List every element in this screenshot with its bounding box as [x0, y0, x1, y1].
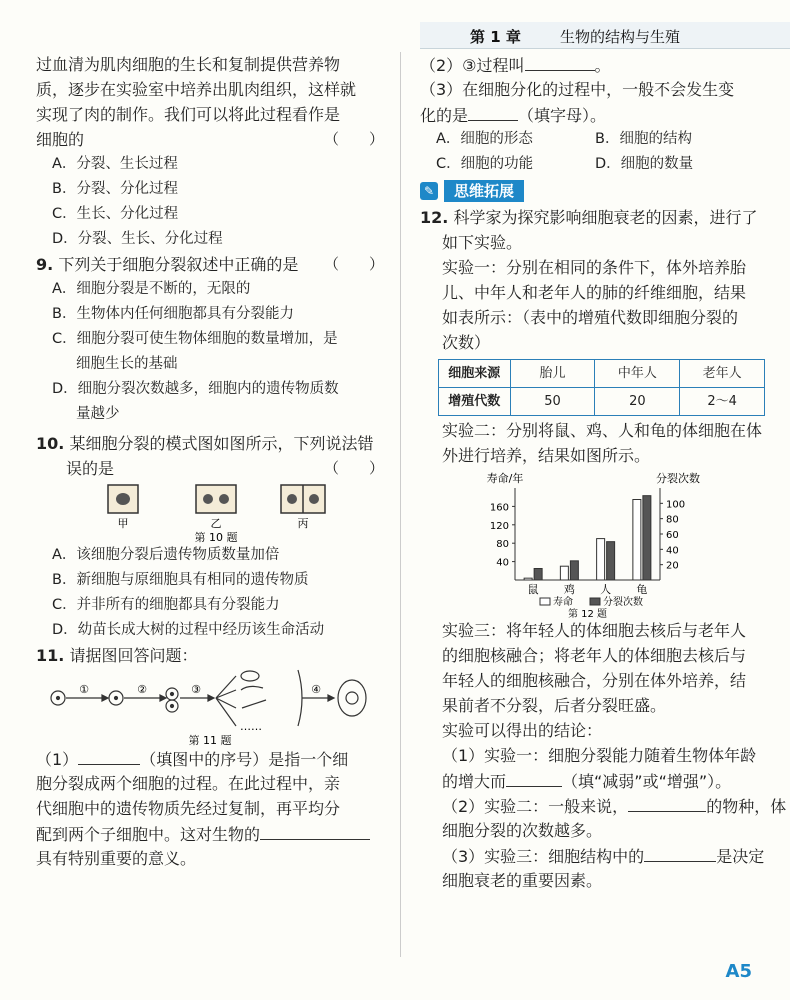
bar-寿命 [597, 539, 605, 580]
table-cell: 2～4 [680, 388, 765, 416]
q10-figure [36, 481, 384, 543]
c1-line: 的增大而 （填“减弱”或“增强”）。 [420, 768, 765, 793]
left-column [36, 52, 384, 871]
answer-paren: （ ） [323, 130, 384, 148]
table-header: 细胞来源 [439, 360, 511, 388]
q11-3-options: A．细胞的形态 B．细胞的结构 [436, 131, 692, 147]
q10-stem: 误的是 （ ） [36, 456, 384, 481]
bar-分裂次数 [607, 542, 615, 580]
bar-分裂次数 [643, 496, 651, 580]
x-tick-label: 人 [600, 583, 612, 596]
x-tick-label: 鼠 [527, 583, 539, 596]
q9-option: A．细胞分裂是不断的，无限的 [52, 281, 251, 297]
q10-stem: 10. 某细胞分裂的模式图如图所示，下列说法错 [36, 434, 374, 453]
label-jia: 甲 [117, 517, 129, 530]
y-right-tick-label: 100 [666, 499, 686, 511]
table-cell: 50 [510, 388, 595, 416]
q9-stem: 9. 下列关于细胞分裂叙述中正确的是 （ ） [36, 252, 384, 277]
q9-option-cont: 细胞生长的基础 [76, 356, 178, 372]
y-right-tick-label: 60 [666, 530, 679, 541]
q11-2-line: （2）③过程叫 。 [420, 52, 765, 77]
q10-option: C．并非所有的细胞都具有分裂能力 [52, 597, 280, 613]
answer-blank [644, 843, 716, 862]
y-left-tick-label: 40 [496, 557, 509, 569]
table-cell: 老年人 [680, 360, 765, 388]
q11-1-line: 配到两个子细胞中。这对生物的 [36, 821, 384, 846]
q8-text-line: 过血清为肌肉细胞的生长和复制提供营养物 [36, 55, 341, 74]
q8-text-line: 质，逐步在实验室中培养出肌肉组织，这样就 [36, 80, 357, 99]
bar-寿命 [633, 500, 641, 581]
exp1-line: 儿、中年人和老年人的肺的纤维细胞，结果 [442, 283, 747, 302]
answer-blank [525, 52, 595, 71]
q12-stem: 如下实验。 [442, 233, 523, 252]
more-types-dots: …… [240, 720, 262, 733]
q11-1-line: 代细胞中的遗传物质先经过复制，再平均分 [36, 799, 341, 818]
q10-option: A．该细胞分裂后遗传物质数量加倍 [52, 547, 280, 563]
q12-stem: 12. 科学家为探究影响细胞衰老的因素，进行了 [420, 208, 758, 227]
answer-blank [260, 821, 370, 840]
exp1-line: 实验一：分别在相同的条件下，体外培养胎 [442, 258, 747, 277]
label-bing: 丙 [297, 517, 309, 530]
c3-line: 细胞衰老的重要因素。 [442, 871, 603, 890]
answer-paren: （ ） [323, 459, 384, 477]
exp1-line: 次数） [442, 333, 491, 352]
q11-caption: 第 11 题 [188, 734, 232, 746]
step-3-label: ③ [191, 683, 201, 696]
q11-figure [36, 668, 384, 746]
q8-option: D．分裂、生长、分化过程 [52, 231, 223, 247]
answer-blank [468, 102, 518, 121]
step-1-label: ① [79, 683, 89, 696]
page-number: A5 [725, 961, 752, 982]
legend-label: 寿命 [553, 597, 573, 608]
pencil-icon: ✎ [420, 182, 438, 200]
q10-option: B．新细胞与原细胞具有相同的遗传物质 [52, 572, 309, 588]
q9-option: D．细胞分裂次数越多，细胞内的遗传物质数 [52, 381, 339, 397]
answer-paren: （ ） [323, 255, 384, 273]
c2-line: 细胞分裂的次数越多。 [442, 821, 603, 840]
step-4-label: ④ [311, 683, 321, 696]
y-right-tick-label: 20 [666, 560, 679, 572]
table-header: 增殖代数 [439, 388, 511, 416]
q8-option: A．分裂、生长过程 [52, 156, 178, 172]
q10-caption: 第 10 题 [194, 531, 238, 543]
q11-1-line: 具有特别重要的意义。 [36, 849, 197, 868]
proliferation-table [438, 359, 765, 416]
cell-bing-figure [281, 485, 325, 513]
c2-line: （2）实验二：一般来说， 的物种，体 [420, 793, 765, 818]
exp2-line: 实验二：分别将鼠、鸡、人和龟的体细胞在体 [442, 421, 763, 440]
step-2-label: ② [137, 683, 147, 696]
answer-blank [628, 793, 706, 812]
bar-分裂次数 [570, 561, 578, 580]
y-right-tick-label: 80 [666, 514, 679, 526]
q11-1-line: （1） （填图中的序号）是指一个细 [36, 746, 384, 771]
x-tick-label: 鸡 [563, 583, 575, 596]
exp3-line: 实验三：将年轻人的体细胞去核后与老年人 [442, 621, 747, 640]
exp3-line: 果前者不分裂，后者分裂旺盛。 [442, 696, 667, 715]
q11-stem: 11. 请据图回答问题： [36, 646, 198, 665]
bar-寿命 [524, 578, 532, 580]
cell-jia-figure [108, 485, 138, 513]
y-right-tick-label: 40 [666, 545, 679, 557]
chapter-title: 生物的结构与生殖 [560, 28, 681, 46]
exp1-line: 如表所示：（表中的增殖代数即细胞分裂的 [442, 308, 739, 327]
page-header [0, 0, 790, 52]
q8-text-line: 实现了肉的制作。我们可以将此过程看作是 [36, 105, 341, 124]
q8-option: B．分裂、分化过程 [52, 181, 178, 197]
table-cell: 20 [595, 388, 680, 416]
exp2-line: 外进行培养，结果如图所示。 [442, 446, 651, 465]
bar-寿命 [560, 566, 568, 580]
q9-option: C．细胞分裂可使生物体细胞的数量增加，是 [52, 331, 338, 347]
legend-swatch [590, 598, 600, 605]
label-yi: 乙 [210, 517, 222, 530]
conclusion-label: 实验可以得出的结论： [442, 721, 603, 740]
table-cell: 胎儿 [510, 360, 595, 388]
q11-3-line: 化的是 （填字母）。 [420, 102, 765, 127]
right-column [420, 52, 787, 893]
column-divider [400, 52, 401, 957]
legend-label: 分裂次数 [603, 597, 643, 608]
c1-line: （1）实验一：细胞分裂能力随着生物体年龄 [442, 746, 757, 765]
cell-yi-figure [196, 485, 236, 513]
table-cell: 中年人 [595, 360, 680, 388]
y-left-tick-label: 160 [489, 502, 509, 514]
x-tick-label: 龟 [636, 583, 648, 596]
q9-option-cont: 量越少 [76, 406, 120, 422]
exp3-line: 年轻人的细胞核融合，分别在体外培养，结 [442, 671, 747, 690]
q8-text-line: 细胞的 （ ） [36, 127, 384, 152]
y-left-tick-label: 120 [489, 520, 509, 532]
c3-line: （3）实验三：细胞结构中的 是决定 [420, 843, 765, 868]
y-left-tick-label: 80 [496, 539, 509, 551]
chapter-number: 第 1 章 [470, 28, 521, 46]
q11-1-line: 胞分裂成两个细胞的过程。在此过程中，亲 [36, 774, 341, 793]
chart-caption: 第 12 题 [567, 609, 608, 618]
section-title: 思维拓展 [444, 180, 524, 202]
q11-3-options: C．细胞的功能 D．细胞的数量 [436, 156, 694, 172]
y-right-label: 分裂次数 [656, 472, 700, 485]
q9-option: B．生物体内任何细胞都具有分裂能力 [52, 306, 294, 322]
answer-blank [78, 746, 140, 765]
q11-3-line: （3）在细胞分化的过程中，一般不会发生变 [420, 80, 735, 99]
q10-option: D．幼苗长成大树的过程中经历该生命活动 [52, 622, 325, 638]
exp3-line: 的细胞核融合；将老年人的体细胞去核后与 [442, 646, 747, 665]
legend-swatch [540, 598, 550, 605]
q8-option: C．生长、分化过程 [52, 206, 179, 222]
section-header [420, 179, 524, 203]
y-left-label: 寿命/年 [486, 472, 524, 485]
bar-分裂次数 [534, 569, 542, 581]
answer-blank [506, 768, 562, 787]
lifespan-division-chart [420, 468, 765, 618]
